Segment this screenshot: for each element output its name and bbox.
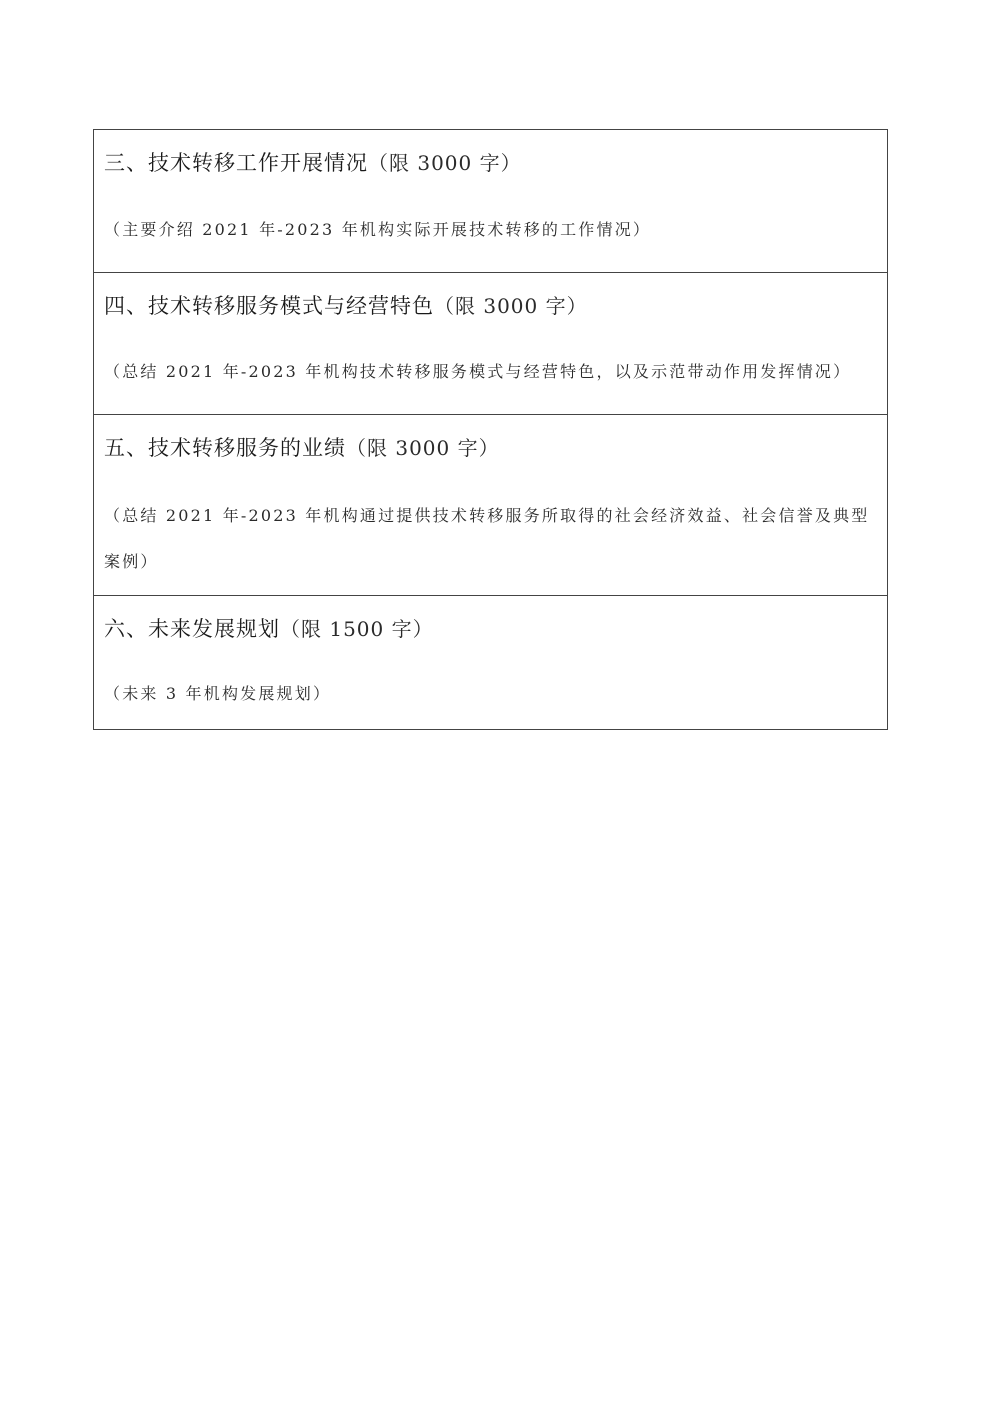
section-tech-transfer-work [94,130,887,273]
section-title: 四、技术转移服务模式与经营特色 [104,294,434,318]
application-form-table [93,129,888,730]
section-title: 五、技术转移服务的业绩 [104,436,346,460]
section-instruction: （未来 3 年机构发展规划） [104,684,332,703]
section-title: 三、技术转移工作开展情况 [104,151,368,175]
word-limit: （限 3000 字） [434,294,588,318]
section-heading [104,291,588,321]
word-limit: （限 3000 字） [368,151,522,175]
section-instruction: （总结 2021 年-2023 年机构通过提供技术转移服务所取得的社会经济效益、社会信誉及典型案例） [104,506,870,571]
section-service-model [94,273,887,415]
section-title: 六、未来发展规划 [104,617,280,641]
section-future-plan [94,596,887,729]
section-service-achievements [94,415,887,596]
word-limit: （限 3000 字） [346,436,500,460]
word-limit: （限 1500 字） [280,617,434,641]
section-instruction: （总结 2021 年-2023 年机构技术转移服务模式与经营特色，以及示范带动作用发挥情况） [104,362,852,381]
section-instruction: （主要介绍 2021 年-2023 年机构实际开展技术转移的工作情况） [104,220,652,239]
section-heading [104,148,522,178]
section-heading [104,433,500,463]
section-heading [104,614,434,644]
